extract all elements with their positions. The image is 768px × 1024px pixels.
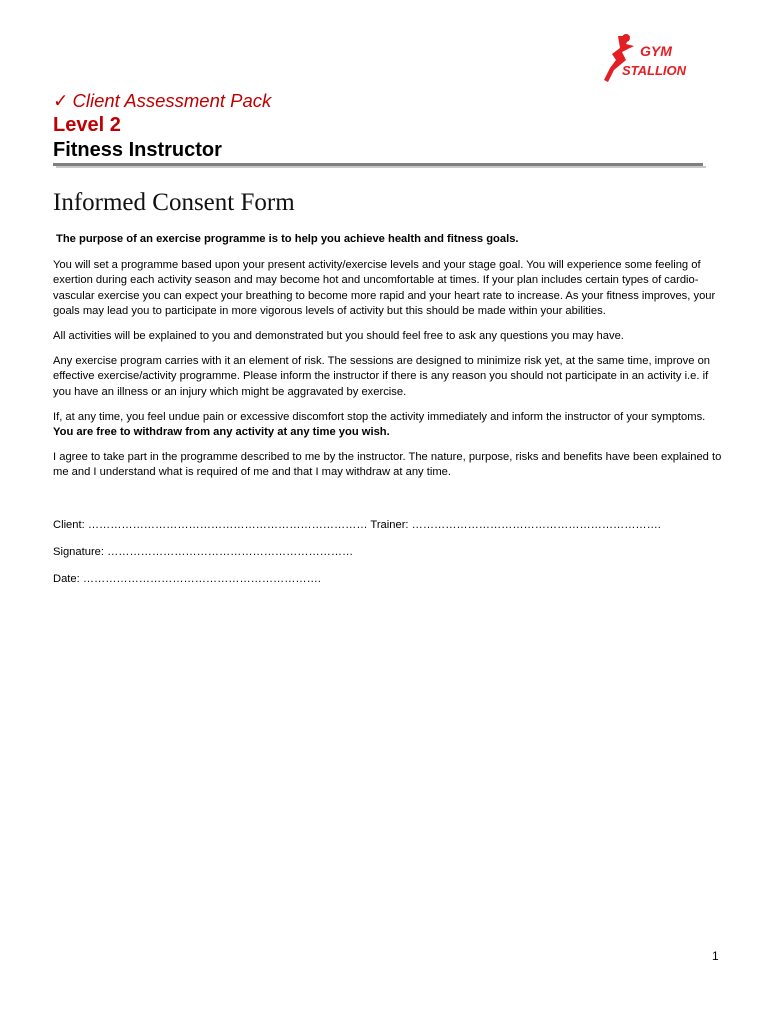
date-field[interactable]: [53, 573, 725, 600]
warning-bold-text: You are free to withdraw from any activity at any time you wish.: [53, 426, 390, 439]
signature-fields: [53, 519, 725, 600]
warning-text: If, at any time, you feel undue pain or excessive discomfort stop the activity immediately and inform the instructor of your symptoms.: [53, 410, 706, 423]
signature-field[interactable]: [53, 546, 725, 573]
signature-line[interactable]: Signature: …………………………………………………………: [53, 546, 354, 558]
paragraph-activities: All activities will be explained to you and demonstrated but you should feel free to ask any questions you may have.: [53, 330, 624, 343]
pack-title-text: Client Assessment Pack: [72, 90, 272, 111]
logo-graphic: [596, 30, 718, 86]
check-icon: ✓: [53, 90, 69, 111]
page-number: 1: [712, 949, 719, 963]
paragraph-programme: You will set a programme based upon your present activity/exercise levels and your stage goal. You will experience some feeling of exertion during each activity season and may become hot and uncomfortable at times. If your plan includes certain types of cardio-vascular exercise you can expect your breathing to become more rapid and your heart rate to increase. As your fitness improves, your goals may lead you to participate in more vigorous levels of activity but this should be made within your abilities.: [53, 259, 716, 317]
lead-paragraph: The purpose of an exercise programme is to help you achieve health and fitness goals.: [56, 233, 519, 245]
paragraph-warning: [53, 410, 725, 440]
logo-text-bottom: STALLION: [622, 63, 687, 78]
client-trainer-line[interactable]: Client: ………………………………………………………………… Trainer: ………………………………………………………….: [53, 519, 661, 531]
gym-stallion-logo: [596, 30, 718, 86]
header-divider-shadow: [56, 166, 706, 168]
client-trainer-field[interactable]: [53, 519, 725, 546]
pack-title: [53, 90, 271, 112]
level-heading: Level 2: [53, 114, 121, 136]
logo-text-top: GYM: [640, 43, 672, 59]
date-line[interactable]: Date: ……………………………………………………….: [53, 573, 321, 585]
form-title: Informed Consent Form: [53, 189, 295, 216]
paragraph-agreement: I agree to take part in the programme described to me by the instructor. The nature, purpose, risks and benefits have been explained to me and I understand what is required of me and that I may withdraw at any time.: [53, 451, 722, 479]
paragraph-risk: Any exercise program carries with it an element of risk. The sessions are designed to minimize risk yet, at the same time, improve on effective exercise/activity programme. Please inform the instructor if there is any reason you should not participate in an activity i.e. if you have an illness or an injury which might be aggravated by exercise.: [53, 355, 711, 398]
role-heading: Fitness Instructor: [53, 139, 222, 161]
form-body: [53, 232, 725, 491]
